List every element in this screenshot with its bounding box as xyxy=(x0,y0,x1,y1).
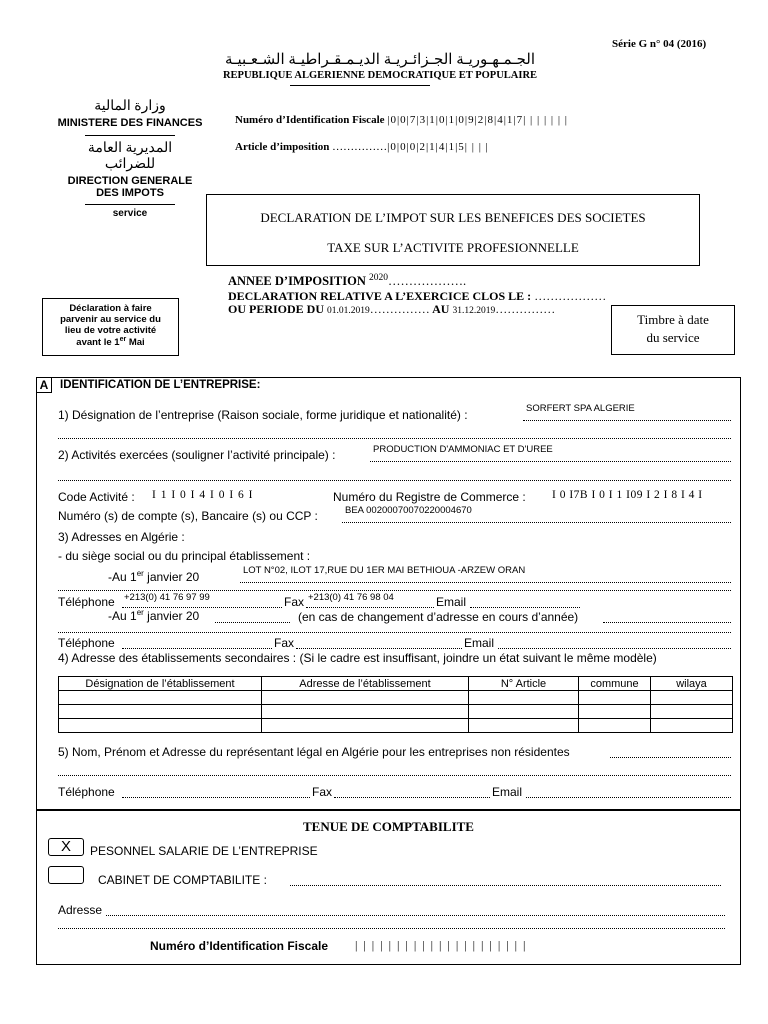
nif-label: Numéro d’Identification Fiscale xyxy=(235,114,385,126)
compte-value: BEA 00200070070220004670 xyxy=(345,505,472,516)
table-row xyxy=(59,719,733,733)
table-cell[interactable] xyxy=(579,719,651,733)
janvier-label-2: -Au 1er janvier 20 xyxy=(108,608,200,623)
activites-value: PRODUCTION D'AMMONIAC ET D'UREE xyxy=(373,444,553,455)
email-label-2: Email xyxy=(464,636,495,650)
comptabilite-title: TENUE DE COMPTABILITE xyxy=(303,819,474,834)
email-field-2[interactable] xyxy=(498,634,731,649)
fax-label-1: Fax xyxy=(284,595,305,609)
table-row xyxy=(59,691,733,705)
title-box xyxy=(206,194,700,266)
email-label-3: Email xyxy=(492,785,523,799)
table-header: N° Article xyxy=(469,677,579,691)
fax-field-1[interactable] xyxy=(306,593,434,608)
ministry-divider xyxy=(85,135,175,136)
ministry-title: MINISTERE DES FINANCES xyxy=(57,117,203,129)
email-field-3[interactable] xyxy=(526,783,731,798)
activites-field[interactable] xyxy=(370,445,731,462)
direction-arabic-2: للضرائب xyxy=(104,157,156,172)
au-label: AU xyxy=(432,302,450,316)
telephone-field-2[interactable] xyxy=(122,634,272,649)
table-cell[interactable] xyxy=(651,691,733,705)
ministry-arabic: وزارة المالية xyxy=(94,99,166,114)
table-header: Désignation de l’établissement xyxy=(59,677,262,691)
registre-label: Numéro du Registre de Commerce : xyxy=(333,490,526,504)
table-header: Adresse de l’établissement xyxy=(262,677,469,691)
secondaires-label: 4) Adresse des établissements secondaires : (Si le cadre est insuffisant, joindre un état suivant le même modèle) xyxy=(58,651,657,665)
exercice-row: DECLARATION RELATIVE A L’EXERCICE CLOS LE : ……………… xyxy=(228,289,607,303)
cabinet-nif-value[interactable]: | | | | | | | | | | | | | | | | | | | | | xyxy=(355,938,527,952)
table-cell[interactable] xyxy=(469,719,579,733)
table-cell[interactable] xyxy=(651,719,733,733)
janvier-label-1: -Au 1er janvier 20 xyxy=(108,569,200,584)
table-cell[interactable] xyxy=(469,691,579,705)
representant-field[interactable] xyxy=(610,743,731,758)
table-cell[interactable] xyxy=(59,705,262,719)
table-cell[interactable] xyxy=(579,691,651,705)
declaration-title: DECLARATION DE L’IMPOT SUR LES BENEFICES DES SOCIETES xyxy=(260,210,646,225)
changement-continuation[interactable] xyxy=(58,624,731,633)
timbre-line-1: Timbre à date xyxy=(637,312,709,327)
cabinet-label: CABINET DE COMPTABILITE : xyxy=(98,873,267,887)
table-cell[interactable] xyxy=(651,705,733,719)
nif-row xyxy=(235,114,568,126)
siege-label: - du siège social ou du principal établissement : xyxy=(58,549,311,563)
periode-du[interactable]: 01.01.2019 xyxy=(327,306,370,316)
cabinet-nif-label: Numéro d’Identification Fiscale xyxy=(150,939,329,953)
email-field-1[interactable] xyxy=(470,593,580,608)
timbre-line-2: du service xyxy=(646,330,700,345)
telephone-field-3[interactable] xyxy=(122,783,310,798)
section-a-title: IDENTIFICATION DE L’ENTREPRISE: xyxy=(60,379,261,391)
nif-value[interactable]: |0|0|7|3|1|0|1|0|9|2|8|4|1|7| | | | | | | xyxy=(387,114,569,126)
notice-line-4: avant le 1er Mai xyxy=(76,336,145,349)
representant-label: 5) Nom, Prénom et Adresse du représentant légal en Algérie pour les entreprises non résidentes xyxy=(58,745,570,759)
cabinet-adresse-field[interactable] xyxy=(106,901,725,916)
registre-value[interactable]: I 0 I7B I 0 I 1 I09 I 2 I 8 I 4 I xyxy=(552,489,703,501)
email-label-1: Email xyxy=(436,595,467,609)
fax-value: +213(0) 41 76 98 04 xyxy=(308,592,394,603)
telephone-label-2: Téléphone xyxy=(58,636,115,650)
exercice-label: DECLARATION RELATIVE A L’EXERCICE CLOS LE : xyxy=(228,289,532,303)
table-cell[interactable] xyxy=(59,719,262,733)
table-header: wilaya xyxy=(651,677,733,691)
code-activite-value[interactable]: I 1 I 0 I 4 I 0 I 6 I xyxy=(152,489,254,501)
annee-label: ANNEE D’IMPOSITION xyxy=(228,274,366,289)
table-row xyxy=(59,705,733,719)
compte-field[interactable] xyxy=(342,506,731,523)
table-cell[interactable] xyxy=(579,705,651,719)
telephone-label-1: Téléphone xyxy=(58,595,115,609)
article-label: Article d’imposition xyxy=(235,141,330,153)
table-cell[interactable] xyxy=(262,719,469,733)
timbre-box xyxy=(611,305,735,355)
periode-au[interactable]: 31.12.2019 xyxy=(452,306,496,316)
fax-label-2: Fax xyxy=(274,636,295,650)
tap-title: TAXE SUR L’ACTIVITE PROFESIONNELLE xyxy=(327,240,579,255)
table-header: commune xyxy=(579,677,651,691)
cabinet-checkbox[interactable] xyxy=(48,866,84,884)
table-cell[interactable] xyxy=(469,705,579,719)
direction-divider xyxy=(85,204,175,205)
changement-field[interactable] xyxy=(603,608,731,623)
table-cell[interactable] xyxy=(262,705,469,719)
establishments-table xyxy=(58,676,733,733)
fax-field-3[interactable] xyxy=(334,783,490,798)
serie-number: Série G n° 04 (2016) xyxy=(612,38,707,50)
adresse-field[interactable] xyxy=(240,566,731,583)
fax-field-2[interactable] xyxy=(296,634,462,649)
table-header-row xyxy=(59,677,733,691)
notice-line-3: lieu de votre activité xyxy=(64,325,157,336)
changement-label: (en cas de changement d’adresse en cours d’année) xyxy=(298,610,579,624)
representant-continuation[interactable] xyxy=(58,763,731,776)
adresse-continuation[interactable] xyxy=(58,584,731,591)
cabinet-field[interactable] xyxy=(290,871,721,886)
activites-continuation[interactable] xyxy=(58,468,731,481)
direction-arabic-1: المديرية العامة xyxy=(87,141,173,156)
annee-value[interactable]: 2020 xyxy=(369,273,388,283)
designation-field[interactable] xyxy=(523,404,731,421)
republic-arabic: الجـمـهـوريـة الجـزائـريـة الديـمـقـراطيـة الشـعـبيـة xyxy=(225,52,535,68)
telephone-value: +213(0) 41 76 97 99 xyxy=(124,592,210,603)
adresse-label: Adresse xyxy=(58,903,103,917)
notice-line-2: parvenir au service du xyxy=(60,314,161,325)
adresse-value: LOT N°02, ILOT 17,RUE DU 1ER MAI BETHIOUA -ARZEW ORAN xyxy=(243,565,526,576)
direction-title-1: DIRECTION GENERALE xyxy=(67,175,193,187)
designation-continuation[interactable] xyxy=(58,426,731,439)
section-a-letter: A xyxy=(36,377,52,393)
notice-line-1: Déclaration à faire xyxy=(69,303,152,314)
telephone-label-3: Téléphone xyxy=(58,785,115,799)
service-label: service xyxy=(112,208,148,219)
compte-label: Numéro (s) de compte (s), Bancaire (s) ou CCP : xyxy=(58,509,318,523)
table-cell[interactable] xyxy=(59,691,262,705)
article-value[interactable]: |0|0|0|2|1|4|1|5| | | | xyxy=(387,141,489,153)
notice-box xyxy=(42,298,179,356)
adresses-label: 3) Adresses en Algérie : xyxy=(58,530,185,544)
designation-value: SORFERT SPA ALGERIE xyxy=(526,403,635,414)
article-row: Article d’imposition ……………|0|0|0|2|1|4|1|5| | | | xyxy=(235,141,489,153)
republic-title: REPUBLIQUE ALGERIENNE DEMOCRATIQUE ET POPULAIRE xyxy=(222,70,538,81)
periode-label: OU PERIODE DU xyxy=(228,302,325,316)
periode-row: OU PERIODE DU 01.01.2019…………… AU 31.12.2019…………… xyxy=(228,302,556,316)
designation-label: 1) Désignation de l’entreprise (Raison sociale, forme juridique et nationalité) : xyxy=(58,408,468,422)
activites-label: 2) Activités exercées (souligner l’activité principale) : xyxy=(58,448,336,462)
cabinet-adresse-continuation[interactable] xyxy=(58,918,725,929)
header-divider xyxy=(290,85,430,86)
table-cell[interactable] xyxy=(262,691,469,705)
telephone-field-1[interactable] xyxy=(122,593,282,608)
salarie-checkbox[interactable]: X xyxy=(48,838,84,856)
code-activite-label: Code Activité : xyxy=(58,490,135,504)
fax-label-3: Fax xyxy=(312,785,333,799)
janvier-field-2[interactable] xyxy=(215,608,290,623)
annee-row: ANNEE D’IMPOSITION $^{2020}$………………. xyxy=(228,273,467,289)
salarie-label: PESONNEL SALARIE DE L’ENTREPRISE xyxy=(90,844,318,858)
direction-title-2: DES IMPOTS xyxy=(96,187,164,199)
